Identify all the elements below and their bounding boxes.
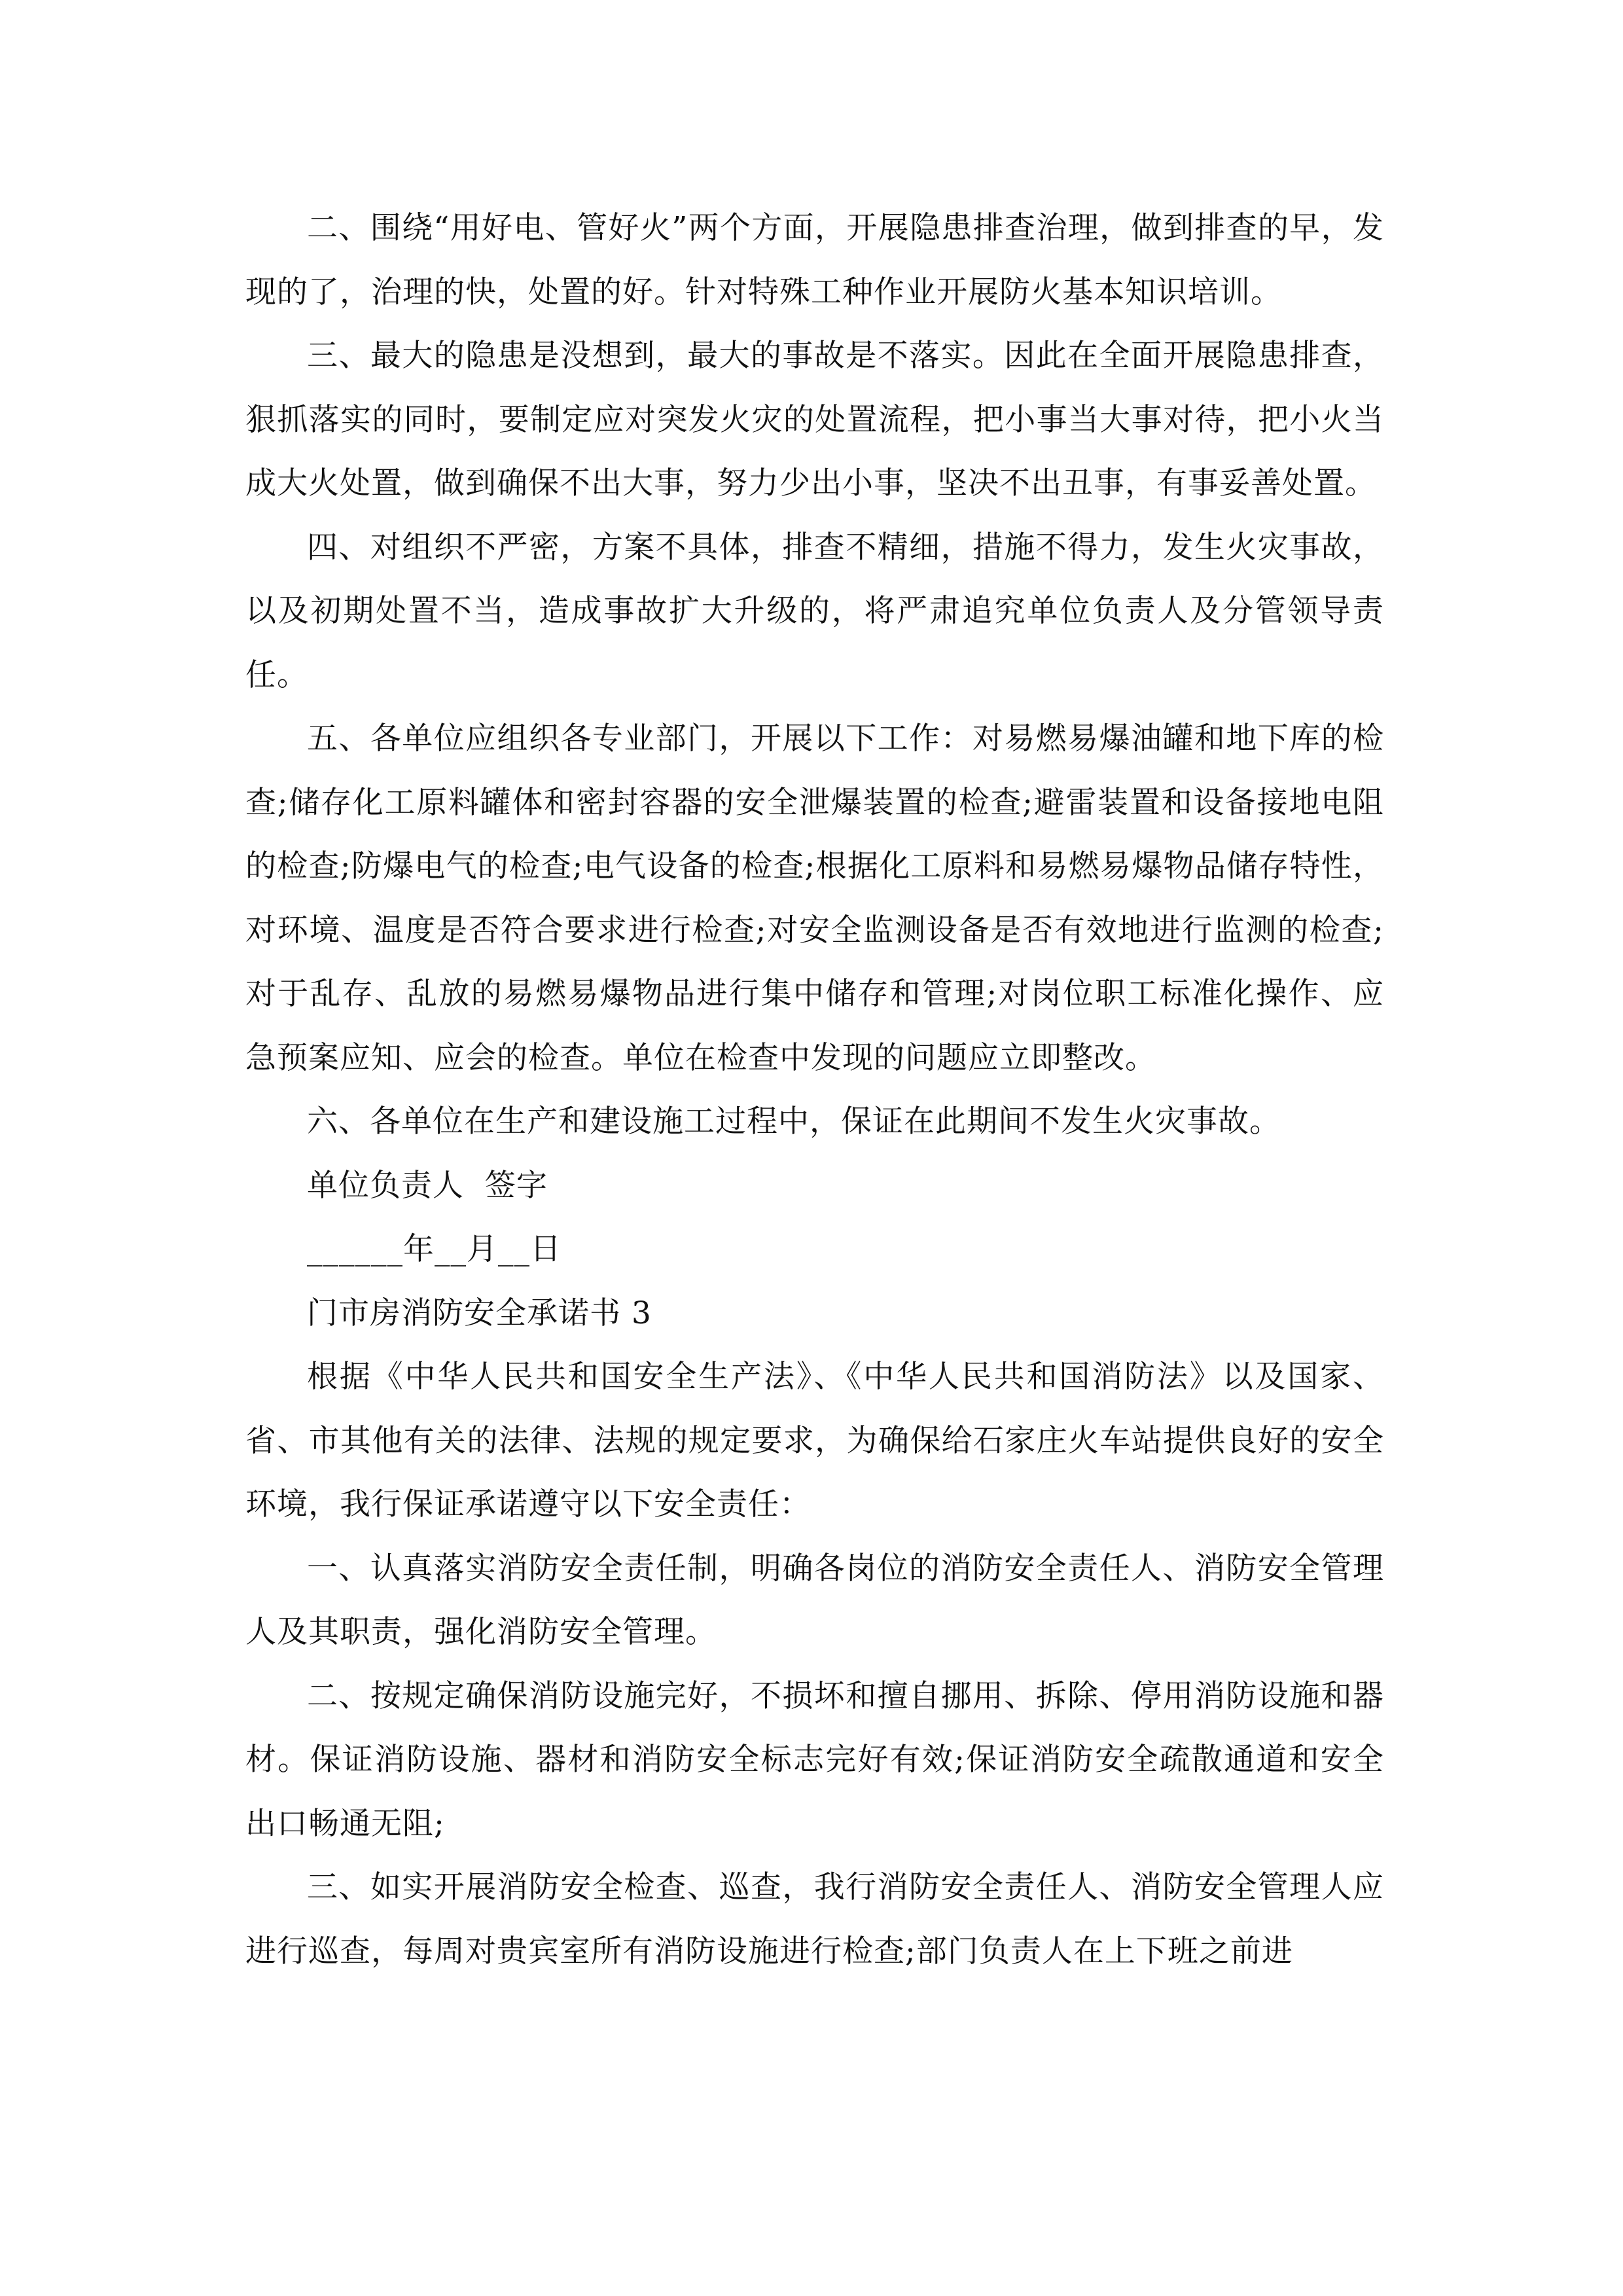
intro-paragraph: 根据《中华人民共和国安全生产法》、《中华人民共和国消防法》以及国家、省、市其他有关的法律、法规的规定要求，为确保给石家庄火车站提供良好的安全环境，我行保证承诺遵守以下安全责任： — [245, 1359, 1384, 1522]
paragraph-4: 四、对组织不严密，方案不具体，排查不精细，措施不得力，发生火灾事故，以及初期处置不当，造成事故扩大升级的，将严肃追究单位负责人及分管领导责任。 — [245, 529, 1384, 693]
paragraph-3: 三、最大的隐患是没想到，最大的事故是不落实。因此在全面开展隐患排查，狠抓落实的同时，要制定应对突发火灾的处置流程，把小事当大事对待，把小火当成大火处置，做到确保不出大事，努力少出小事，坚决不出丑事，有事妥善处置。 — [245, 338, 1384, 501]
commitment-1: 一、认真落实消防安全责任制，明确各岗位的消防安全责任人、消防安全管理人及其职责，强化消防安全管理。 — [245, 1550, 1384, 1650]
section-title: 门市房消防安全承诺书 3 — [307, 1295, 652, 1331]
signature-line: 单位负责人 签字 — [307, 1167, 548, 1204]
commitment-2: 二、按规定确保消防设施完好，不损坏和擅自挪用、拆除、停用消防设施和器材。保证消防设施、器材和消防安全标志完好有效;保证消防安全疏散通道和安全出口畅通无阻; — [245, 1677, 1384, 1842]
paragraph-5: 五、各单位应组织各专业部门，开展以下工作：对易燃易爆油罐和地下库的检查;储存化工原料罐体和密封容器的安全泄爆装置的检查;避雷装置和设备接地电阻的检查;防爆电气的检查;电气设备的检查;根据化工原料和易燃易爆物品储存特性，对环境、温度是否符合要求进行检查;对安全监测设备是否有效地进行监测的检查;对于乱存、乱放的易燃易爆物品进行集中储存和管理;对岗位职工标准化操作、应急预案应知、应会的检查。单位在检查中发现的问题应立即整改。 — [245, 721, 1384, 1076]
commitment-3: 三、如实开展消防安全检查、巡查，我行消防安全责任人、消防安全管理人应进行巡查，每周对贵宾室所有消防设施进行检查;部门负责人在上下班之前进 — [245, 1869, 1384, 1969]
document-body — [245, 196, 1384, 1983]
paragraph-2: 二、围绕“用好电、管好火”两个方面，开展隐患排查治理，做到排查的早，发现的了，治理的快，处置的好。针对特殊工种作业开展防火基本知识培训。 — [245, 210, 1384, 310]
paragraph-6: 六、各单位在生产和建设施工过程中，保证在此期间不发生火灾事故。 — [307, 1103, 1281, 1139]
date-line: ______年__月__日 — [307, 1231, 562, 1267]
